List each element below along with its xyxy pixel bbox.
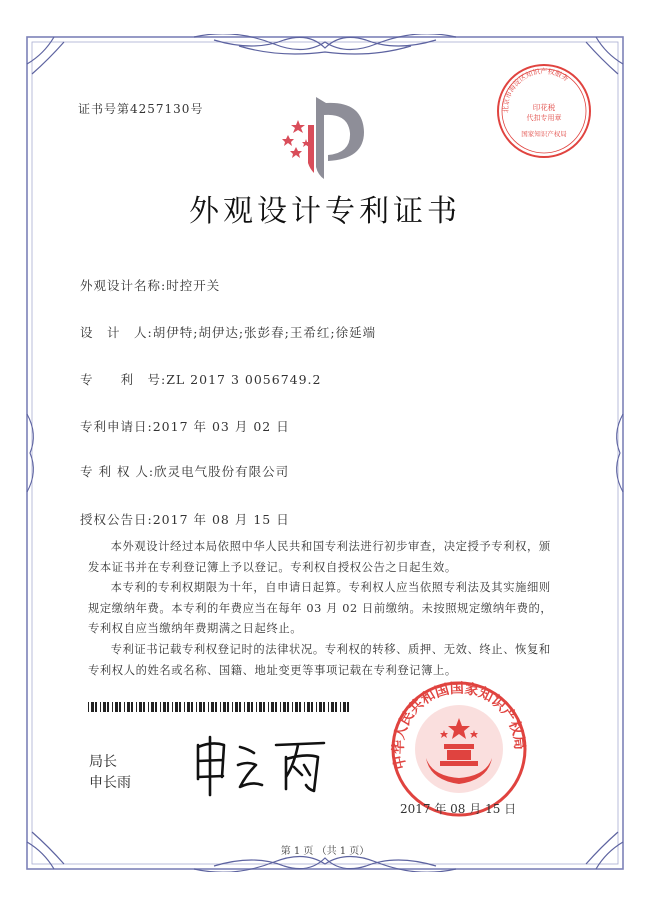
director-title: 局长 — [89, 754, 117, 770]
barcode-bar — [208, 702, 209, 712]
barcode-bar — [215, 702, 217, 712]
barcode-bar — [251, 702, 253, 712]
barcode-bar — [91, 702, 94, 712]
barcode-bar — [347, 702, 349, 712]
barcode-bar — [295, 702, 298, 712]
barcode-bar — [95, 702, 97, 712]
barcode-bar — [275, 702, 277, 712]
field-application-date — [80, 417, 290, 435]
barcode-bar — [244, 702, 245, 712]
body-paragraph: 本外观设计经过本局依照中华人民共和国专利法进行初步审查，决定授予专利权，颁发本证书并在专利登记簿上予以登记。专利权自授权公告之日起生效。 — [88, 540, 551, 574]
barcode-bar — [232, 702, 233, 712]
barcode-bar — [184, 702, 185, 712]
barcode-bar — [268, 702, 269, 712]
barcode-bar — [163, 702, 166, 712]
barcode-bar — [292, 702, 293, 712]
barcode-bar — [187, 702, 190, 712]
field-value: 2017 年 08 月 15 日 — [152, 512, 290, 527]
barcode-bar — [304, 702, 305, 712]
official-seal — [390, 680, 528, 818]
page-number: 第 1 页 （共 1 页） — [280, 846, 370, 857]
certificate-number: 证书号第4257130号 — [78, 102, 204, 116]
barcode-bar — [227, 702, 229, 712]
barcode-bar — [259, 702, 262, 712]
barcode-bar — [199, 702, 202, 712]
barcode-bar — [239, 702, 241, 712]
seal-small-arc: 北京市海淀区知识产权服务 — [501, 67, 570, 113]
barcode-bar — [136, 702, 137, 712]
seal-big-arc: 中华人民共和国国家知识产权局 — [390, 680, 528, 771]
director-name: 申长雨 — [89, 775, 131, 791]
barcode — [88, 702, 350, 712]
field-label: 设 计 人: — [80, 325, 153, 340]
seal-small-line1: 印花税 — [532, 103, 556, 112]
barcode-bar — [196, 702, 197, 712]
issue-date: 2017 年 08 月 15 日 — [400, 802, 517, 816]
field-patent-number — [80, 370, 322, 388]
barcode-bar — [287, 702, 289, 712]
barcode-bar — [323, 702, 325, 712]
barcode-bar — [307, 702, 310, 712]
body-paragraph: 本专利的专利权期限为十年，自申请日起算。专利权人应当依照专利法及其实施细则规定缴纳年费。本专利的年费应当在每年 03 月 02 日前缴纳。未按照规定缴纳年费的，专利权自应当缴纳年费期满之日起终止。 — [88, 581, 553, 636]
field-label: 专 利 号: — [80, 372, 167, 387]
seal-small-line2: 代扣专用章 — [526, 114, 562, 122]
barcode-bar — [299, 702, 301, 712]
field-value: ZL 2017 3 0056749.2 — [166, 372, 322, 387]
barcode-bar — [151, 702, 154, 712]
barcode-bar — [100, 702, 101, 712]
barcode-bar — [203, 702, 205, 712]
barcode-bar — [223, 702, 226, 712]
barcode-bar — [131, 702, 133, 712]
barcode-bar — [124, 702, 125, 712]
field-designers — [80, 323, 376, 341]
certificate-body — [88, 537, 558, 681]
body-paragraph: 专利证书记载专利权登记时的法律状况。专利权的转移、质押、无效、终止、恢复和专利权人的姓名或名称、国籍、地址变更等事项记载在专利登记簿上。 — [88, 642, 551, 677]
barcode-bar — [143, 702, 145, 712]
certificate-title: 外观设计专利证书 — [189, 194, 461, 229]
director-signature — [190, 735, 330, 797]
field-label: 专利申请日: — [80, 419, 153, 434]
barcode-bar — [88, 702, 89, 712]
barcode-bar — [172, 702, 173, 712]
patent-office-logo — [278, 95, 373, 180]
field-value: 时控开关 — [166, 278, 221, 293]
barcode-bar — [343, 702, 346, 712]
field-value: 胡伊特;胡伊达;张彭春;王希红;徐延端 — [152, 325, 377, 340]
barcode-bar — [127, 702, 130, 712]
barcode-bar — [271, 702, 274, 712]
seal-small-line3: 国家知识产权局 — [521, 130, 567, 138]
barcode-bar — [119, 702, 121, 712]
field-label: 专 利 权 人: — [80, 464, 155, 479]
field-grant-date — [80, 510, 290, 528]
barcode-bar — [191, 702, 193, 712]
barcode-bar — [160, 702, 161, 712]
barcode-bar — [340, 702, 341, 712]
barcode-bar — [235, 702, 238, 712]
barcode-bar — [148, 702, 149, 712]
field-label: 授权公告日: — [80, 512, 153, 527]
barcode-bar — [247, 702, 250, 712]
field-value: 2017 年 03 月 02 日 — [152, 419, 290, 434]
barcode-bar — [155, 702, 157, 712]
field-patentee — [80, 462, 289, 480]
barcode-bar — [103, 702, 106, 712]
barcode-bar — [107, 702, 109, 712]
field-label: 外观设计名称: — [80, 278, 167, 293]
barcode-bar — [115, 702, 118, 712]
barcode-bar — [283, 702, 286, 712]
barcode-bar — [256, 702, 257, 712]
barcode-bar — [280, 702, 281, 712]
barcode-bar — [328, 702, 329, 712]
barcode-bar — [112, 702, 113, 712]
barcode-bar — [211, 702, 214, 712]
barcode-bar — [311, 702, 313, 712]
stamp-duty-seal — [495, 62, 593, 160]
barcode-bar — [331, 702, 334, 712]
barcode-bar — [316, 702, 317, 712]
barcode-bar — [175, 702, 178, 712]
barcode-bar — [319, 702, 322, 712]
barcode-bar — [179, 702, 181, 712]
field-value: 欣灵电气股份有限公司 — [154, 464, 290, 479]
barcode-bar — [167, 702, 169, 712]
barcode-bar — [220, 702, 221, 712]
barcode-bar — [263, 702, 265, 712]
barcode-bar — [335, 702, 337, 712]
barcode-bar — [139, 702, 142, 712]
field-design-name — [80, 276, 220, 294]
